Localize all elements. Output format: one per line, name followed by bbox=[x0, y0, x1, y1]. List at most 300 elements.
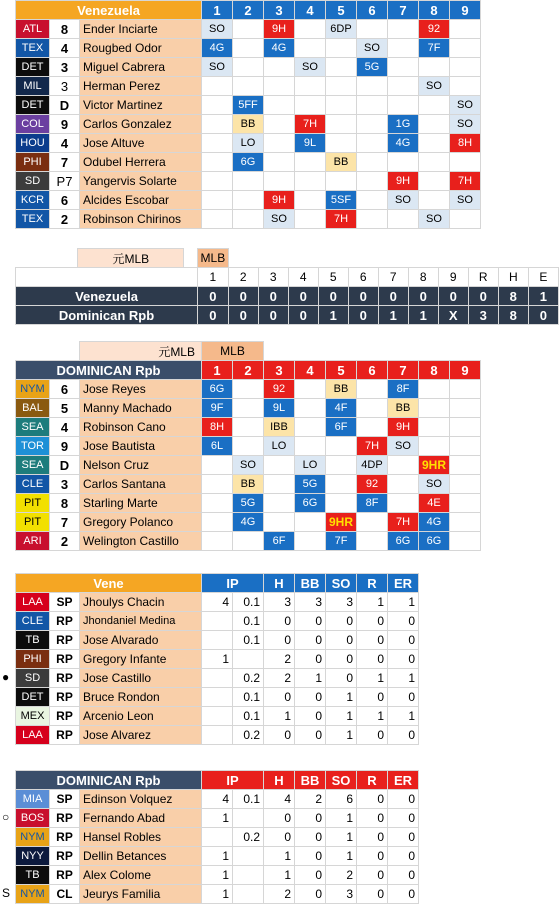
at-bat-result bbox=[388, 20, 419, 39]
player-name: Jose Altuve bbox=[80, 134, 202, 153]
pitcher-name: Jose Alvarado bbox=[80, 631, 202, 650]
team-badge: NYM bbox=[16, 828, 50, 847]
at-bat-result bbox=[295, 191, 326, 210]
stat-h: 1 bbox=[264, 866, 295, 885]
at-bat-result bbox=[264, 96, 295, 115]
linescore-value: 0 bbox=[348, 306, 378, 325]
at-bat-result: 5FF bbox=[233, 96, 264, 115]
at-bat-result: 9H bbox=[264, 20, 295, 39]
at-bat-result: 4G bbox=[264, 39, 295, 58]
stat-bb: 1 bbox=[295, 669, 326, 688]
stat-ip-b bbox=[233, 866, 264, 885]
linescore-column-header: 1 bbox=[198, 268, 229, 287]
at-bat-result bbox=[295, 210, 326, 229]
at-bat-result: 7H bbox=[357, 437, 388, 456]
at-bat-result bbox=[264, 475, 295, 494]
at-bat-result bbox=[326, 172, 357, 191]
at-bat-result: SO bbox=[419, 210, 450, 229]
lineup-row bbox=[16, 475, 481, 494]
at-bat-result: 6G bbox=[388, 532, 419, 551]
stat-er: 0 bbox=[388, 650, 419, 669]
stat-h: 0 bbox=[264, 612, 295, 631]
linescore-column-header: 9 bbox=[438, 268, 468, 287]
linescore-row-dominican bbox=[16, 306, 559, 325]
stat-ip-b bbox=[233, 885, 264, 904]
player-name: Yangervis Solarte bbox=[80, 172, 202, 191]
at-bat-result bbox=[450, 153, 481, 172]
batting-position: 3 bbox=[50, 77, 80, 96]
at-bat-result: 7F bbox=[419, 39, 450, 58]
batting-position: 7 bbox=[50, 153, 80, 172]
at-bat-result bbox=[202, 532, 233, 551]
pitcher-row bbox=[16, 593, 419, 612]
at-bat-result bbox=[357, 172, 388, 191]
pitcher-role: RP bbox=[50, 707, 80, 726]
at-bat-result: 9L bbox=[295, 134, 326, 153]
stat-so: 1 bbox=[326, 809, 357, 828]
linescore-value: 0 bbox=[228, 306, 258, 325]
at-bat-result: SO bbox=[295, 58, 326, 77]
stat-r: 1 bbox=[357, 707, 388, 726]
batting-position: P7 bbox=[50, 172, 80, 191]
stat-er: 0 bbox=[388, 631, 419, 650]
linescore-value: 0 bbox=[198, 287, 229, 306]
lineup-row bbox=[16, 172, 481, 191]
stat-r: 0 bbox=[357, 885, 388, 904]
stat-header: R bbox=[357, 574, 388, 593]
at-bat-result bbox=[326, 475, 357, 494]
lineup-row bbox=[16, 437, 481, 456]
at-bat-result: 7H bbox=[326, 210, 357, 229]
stat-h: 4 bbox=[264, 790, 295, 809]
player-name: Ender Inciarte bbox=[80, 20, 202, 39]
stat-h: 3 bbox=[264, 593, 295, 612]
at-bat-result: 7H bbox=[388, 513, 419, 532]
lineup-row bbox=[16, 418, 481, 437]
stat-bb: 0 bbox=[295, 847, 326, 866]
at-bat-result bbox=[419, 172, 450, 191]
at-bat-result bbox=[295, 513, 326, 532]
linescore-value: 8 bbox=[498, 287, 528, 306]
player-name: Miguel Cabrera bbox=[80, 58, 202, 77]
stat-ip-b: 0.1 bbox=[233, 707, 264, 726]
at-bat-result: 6F bbox=[326, 418, 357, 437]
stat-so: 0 bbox=[326, 631, 357, 650]
at-bat-result bbox=[295, 77, 326, 96]
stat-ip-b: 0.2 bbox=[233, 669, 264, 688]
at-bat-result bbox=[419, 115, 450, 134]
at-bat-result: 8H bbox=[450, 134, 481, 153]
batting-position: 4 bbox=[50, 39, 80, 58]
batting-position: 7 bbox=[50, 513, 80, 532]
player-name: Rougbed Odor bbox=[80, 39, 202, 58]
team-badge: TB bbox=[16, 631, 50, 650]
linescore-value: 0 bbox=[198, 306, 229, 325]
at-bat-result: 6G bbox=[419, 532, 450, 551]
lineup-row bbox=[16, 191, 481, 210]
stat-so: 1 bbox=[326, 847, 357, 866]
stat-r: 0 bbox=[357, 809, 388, 828]
at-bat-result: 9L bbox=[264, 399, 295, 418]
stat-header: SO bbox=[326, 574, 357, 593]
team-badge: DET bbox=[16, 688, 50, 707]
linescore-value: 0 bbox=[288, 306, 318, 325]
inning-header: 5 bbox=[326, 1, 357, 20]
at-bat-result bbox=[264, 115, 295, 134]
batting-position: 4 bbox=[50, 418, 80, 437]
at-bat-result bbox=[264, 58, 295, 77]
team-badge: SD bbox=[16, 172, 50, 191]
at-bat-result bbox=[295, 437, 326, 456]
stat-bb: 0 bbox=[295, 726, 326, 745]
stat-ip-a: 1 bbox=[202, 650, 233, 669]
at-bat-result bbox=[233, 532, 264, 551]
inning-header: 7 bbox=[388, 1, 419, 20]
at-bat-result bbox=[295, 532, 326, 551]
at-bat-result bbox=[419, 96, 450, 115]
linescore-value: 0 bbox=[258, 287, 288, 306]
at-bat-result bbox=[202, 494, 233, 513]
stat-so: 1 bbox=[326, 707, 357, 726]
team-badge: SEA bbox=[16, 418, 50, 437]
team-badge: PHI bbox=[16, 650, 50, 669]
inning-header: 9 bbox=[450, 1, 481, 20]
linescore-value: X bbox=[438, 306, 468, 325]
at-bat-result bbox=[357, 96, 388, 115]
at-bat-result bbox=[357, 191, 388, 210]
decision-marker: S bbox=[2, 886, 11, 900]
linescore-value: 0 bbox=[288, 287, 318, 306]
player-name: Victor Martinez bbox=[80, 96, 202, 115]
stat-header: IP bbox=[202, 574, 264, 593]
linescore-value: 0 bbox=[528, 306, 558, 325]
pitcher-role: RP bbox=[50, 866, 80, 885]
at-bat-result: SO bbox=[450, 191, 481, 210]
linescore-column-header: E bbox=[528, 268, 558, 287]
linescore-value: 0 bbox=[228, 287, 258, 306]
stat-so: 6 bbox=[326, 790, 357, 809]
at-bat-result bbox=[233, 58, 264, 77]
stat-ip-b bbox=[233, 809, 264, 828]
at-bat-result bbox=[419, 191, 450, 210]
stat-h: 2 bbox=[264, 650, 295, 669]
at-bat-result: SO bbox=[388, 191, 419, 210]
inning-header: 4 bbox=[295, 361, 326, 380]
stat-ip-b: 0.2 bbox=[233, 828, 264, 847]
lineup-row bbox=[16, 134, 481, 153]
stat-ip-b: 0.1 bbox=[233, 593, 264, 612]
stat-header: R bbox=[357, 771, 388, 790]
at-bat-result: 9H bbox=[264, 191, 295, 210]
stat-so: 0 bbox=[326, 650, 357, 669]
stat-r: 0 bbox=[357, 726, 388, 745]
stat-h: 0 bbox=[264, 809, 295, 828]
player-name: Carlos Gonzalez bbox=[80, 115, 202, 134]
at-bat-result: 7H bbox=[295, 115, 326, 134]
at-bat-result bbox=[450, 494, 481, 513]
team-badge: LAA bbox=[16, 593, 50, 612]
at-bat-result bbox=[419, 437, 450, 456]
team-badge: NYM bbox=[16, 380, 50, 399]
at-bat-result: SO bbox=[233, 456, 264, 475]
stat-so: 0 bbox=[326, 612, 357, 631]
at-bat-result bbox=[450, 513, 481, 532]
at-bat-result bbox=[202, 210, 233, 229]
batting-position: D bbox=[50, 96, 80, 115]
batting-position: 6 bbox=[50, 191, 80, 210]
team-badge: LAA bbox=[16, 726, 50, 745]
linescore-column-header: H bbox=[498, 268, 528, 287]
at-bat-result: SO bbox=[450, 96, 481, 115]
inning-header: 4 bbox=[295, 1, 326, 20]
pitcher-row bbox=[16, 866, 419, 885]
at-bat-result bbox=[326, 58, 357, 77]
at-bat-result bbox=[264, 456, 295, 475]
batting-position: 8 bbox=[50, 20, 80, 39]
team-badge: TOR bbox=[16, 437, 50, 456]
pitcher-name: Alex Colome bbox=[80, 866, 202, 885]
lineup-row bbox=[16, 210, 481, 229]
batting-position: 5 bbox=[50, 399, 80, 418]
at-bat-result bbox=[295, 153, 326, 172]
stat-er: 0 bbox=[388, 688, 419, 707]
at-bat-result bbox=[295, 172, 326, 191]
pitcher-role: RP bbox=[50, 726, 80, 745]
at-bat-result bbox=[450, 437, 481, 456]
at-bat-result bbox=[295, 418, 326, 437]
at-bat-result: 4DP bbox=[357, 456, 388, 475]
at-bat-result bbox=[357, 380, 388, 399]
at-bat-result bbox=[233, 77, 264, 96]
at-bat-result bbox=[326, 77, 357, 96]
linescore-column-header: 2 bbox=[228, 268, 258, 287]
team-badge: PIT bbox=[16, 513, 50, 532]
team-badge: MIA bbox=[16, 790, 50, 809]
stat-header: H bbox=[264, 771, 295, 790]
linescore-value: 1 bbox=[378, 306, 408, 325]
linescore-value: 0 bbox=[408, 287, 438, 306]
batting-position: D bbox=[50, 456, 80, 475]
stat-r: 0 bbox=[357, 631, 388, 650]
at-bat-result: 8F bbox=[388, 380, 419, 399]
pitching-header-row bbox=[16, 771, 419, 790]
stat-h: 1 bbox=[264, 847, 295, 866]
lineup-row bbox=[16, 96, 481, 115]
stat-ip-a: 1 bbox=[202, 809, 233, 828]
at-bat-result: 6DP bbox=[326, 20, 357, 39]
at-bat-result: 9F bbox=[202, 399, 233, 418]
stat-bb: 0 bbox=[295, 707, 326, 726]
stat-ip-a: 1 bbox=[202, 866, 233, 885]
linescore-column-header: 7 bbox=[378, 268, 408, 287]
player-name: Gregory Polanco bbox=[80, 513, 202, 532]
stat-so: 1 bbox=[326, 828, 357, 847]
stat-er: 0 bbox=[388, 726, 419, 745]
pitcher-row bbox=[16, 726, 419, 745]
batting-position: 9 bbox=[50, 437, 80, 456]
pitcher-role: RP bbox=[50, 809, 80, 828]
linescore-value: 0 bbox=[258, 306, 288, 325]
batting-position: 3 bbox=[50, 58, 80, 77]
stat-bb: 3 bbox=[295, 593, 326, 612]
stat-ip-a bbox=[202, 707, 233, 726]
stat-r: 1 bbox=[357, 593, 388, 612]
at-bat-result bbox=[388, 39, 419, 58]
stat-ip-a bbox=[202, 631, 233, 650]
player-name: Robinson Chirinos bbox=[80, 210, 202, 229]
at-bat-result: 5G bbox=[233, 494, 264, 513]
stat-ip-a: 1 bbox=[202, 885, 233, 904]
linescore-value: 1 bbox=[318, 306, 348, 325]
at-bat-result: IBB bbox=[264, 418, 295, 437]
stat-h: 2 bbox=[264, 669, 295, 688]
stat-header: ER bbox=[388, 771, 419, 790]
team-badge: TEX bbox=[16, 39, 50, 58]
pitcher-role: SP bbox=[50, 790, 80, 809]
team-badge: NYM bbox=[16, 885, 50, 904]
at-bat-result: SO bbox=[202, 20, 233, 39]
at-bat-result: 5G bbox=[357, 58, 388, 77]
stat-bb: 0 bbox=[295, 631, 326, 650]
linescore-value: 1 bbox=[528, 287, 558, 306]
stat-er: 0 bbox=[388, 790, 419, 809]
stat-h: 0 bbox=[264, 828, 295, 847]
at-bat-result bbox=[450, 475, 481, 494]
batting-position: 6 bbox=[50, 380, 80, 399]
pitcher-name: Jose Alvarez bbox=[80, 726, 202, 745]
player-name: Jose Bautista bbox=[80, 437, 202, 456]
at-bat-result bbox=[264, 494, 295, 513]
decision-marker: ○ bbox=[2, 810, 10, 824]
stat-ip-a bbox=[202, 688, 233, 707]
label-yuan-mlb: 元MLB bbox=[80, 342, 202, 361]
stat-r: 0 bbox=[357, 828, 388, 847]
stat-so: 0 bbox=[326, 669, 357, 688]
lineup-row bbox=[16, 115, 481, 134]
pitcher-row bbox=[16, 885, 419, 904]
stat-h: 0 bbox=[264, 631, 295, 650]
stat-ip-a bbox=[202, 828, 233, 847]
pitcher-role: RP bbox=[50, 650, 80, 669]
team-badge: MIL bbox=[16, 77, 50, 96]
stat-er: 1 bbox=[388, 707, 419, 726]
inning-header: 6 bbox=[357, 361, 388, 380]
at-bat-result: 9HR bbox=[326, 513, 357, 532]
pitcher-role: CL bbox=[50, 885, 80, 904]
pitcher-row bbox=[16, 847, 419, 866]
at-bat-result bbox=[233, 437, 264, 456]
batting-position: 8 bbox=[50, 494, 80, 513]
stat-er: 0 bbox=[388, 885, 419, 904]
lineup-row bbox=[16, 399, 481, 418]
stat-r: 0 bbox=[357, 650, 388, 669]
at-bat-result bbox=[264, 172, 295, 191]
team-badge: ARI bbox=[16, 532, 50, 551]
at-bat-result bbox=[388, 77, 419, 96]
team-badge: DET bbox=[16, 96, 50, 115]
batting-position: 2 bbox=[50, 210, 80, 229]
pitcher-name: Jhoulys Chacin bbox=[80, 593, 202, 612]
stat-r: 1 bbox=[357, 669, 388, 688]
team-badge: PIT bbox=[16, 494, 50, 513]
at-bat-result: 4E bbox=[419, 494, 450, 513]
at-bat-result: BB bbox=[326, 380, 357, 399]
at-bat-result bbox=[450, 418, 481, 437]
at-bat-result: 9H bbox=[388, 418, 419, 437]
at-bat-result: BB bbox=[326, 153, 357, 172]
at-bat-result: BB bbox=[233, 115, 264, 134]
at-bat-result bbox=[202, 172, 233, 191]
at-bat-result bbox=[233, 39, 264, 58]
stat-r: 0 bbox=[357, 688, 388, 707]
pitcher-row bbox=[16, 631, 419, 650]
at-bat-result bbox=[295, 39, 326, 58]
pitcher-role: SP bbox=[50, 593, 80, 612]
pitcher-row bbox=[16, 828, 419, 847]
pitcher-row bbox=[16, 688, 419, 707]
at-bat-result: LO bbox=[295, 456, 326, 475]
lineup-row bbox=[16, 39, 481, 58]
venezuela-pitching bbox=[2, 573, 419, 745]
stat-er: 0 bbox=[388, 828, 419, 847]
stat-bb: 0 bbox=[295, 828, 326, 847]
team-badge: SEA bbox=[16, 456, 50, 475]
at-bat-result bbox=[450, 77, 481, 96]
at-bat-result bbox=[357, 77, 388, 96]
dominican-lineup bbox=[15, 341, 481, 551]
player-name: Herman Perez bbox=[80, 77, 202, 96]
at-bat-result bbox=[450, 456, 481, 475]
player-name: Welington Castillo bbox=[80, 532, 202, 551]
at-bat-result bbox=[295, 380, 326, 399]
at-bat-result: 7H bbox=[450, 172, 481, 191]
stat-r: 0 bbox=[357, 847, 388, 866]
at-bat-result bbox=[233, 191, 264, 210]
stat-ip-b: 0.1 bbox=[233, 631, 264, 650]
stat-ip-a: 1 bbox=[202, 847, 233, 866]
at-bat-result bbox=[388, 456, 419, 475]
at-bat-result bbox=[233, 418, 264, 437]
stat-er: 0 bbox=[388, 612, 419, 631]
at-bat-result bbox=[357, 134, 388, 153]
inning-header: 2 bbox=[233, 1, 264, 20]
team-badge: BOS bbox=[16, 809, 50, 828]
pitcher-name: Fernando Abad bbox=[80, 809, 202, 828]
at-bat-result: 4G bbox=[233, 513, 264, 532]
at-bat-result bbox=[419, 58, 450, 77]
at-bat-result bbox=[419, 399, 450, 418]
linescore-column-header: R bbox=[468, 268, 498, 287]
inning-header: 8 bbox=[419, 1, 450, 20]
at-bat-result bbox=[202, 191, 233, 210]
at-bat-result: 92 bbox=[357, 475, 388, 494]
pitcher-name: Arcenio Leon bbox=[80, 707, 202, 726]
pitcher-name: Jose Castillo bbox=[80, 669, 202, 688]
lineup-row bbox=[16, 20, 481, 39]
pitcher-role: RP bbox=[50, 847, 80, 866]
team-badge: KCR bbox=[16, 191, 50, 210]
at-bat-result bbox=[202, 513, 233, 532]
at-bat-result: 9HR bbox=[419, 456, 450, 475]
at-bat-result: 6G bbox=[233, 153, 264, 172]
stat-header: IP bbox=[202, 771, 264, 790]
linescore-value: 0 bbox=[468, 287, 498, 306]
lineup-title: DOMINICAN Rpb bbox=[16, 361, 202, 380]
at-bat-result: BB bbox=[388, 399, 419, 418]
at-bat-result bbox=[450, 399, 481, 418]
at-bat-result bbox=[202, 134, 233, 153]
player-name: Alcides Escobar bbox=[80, 191, 202, 210]
